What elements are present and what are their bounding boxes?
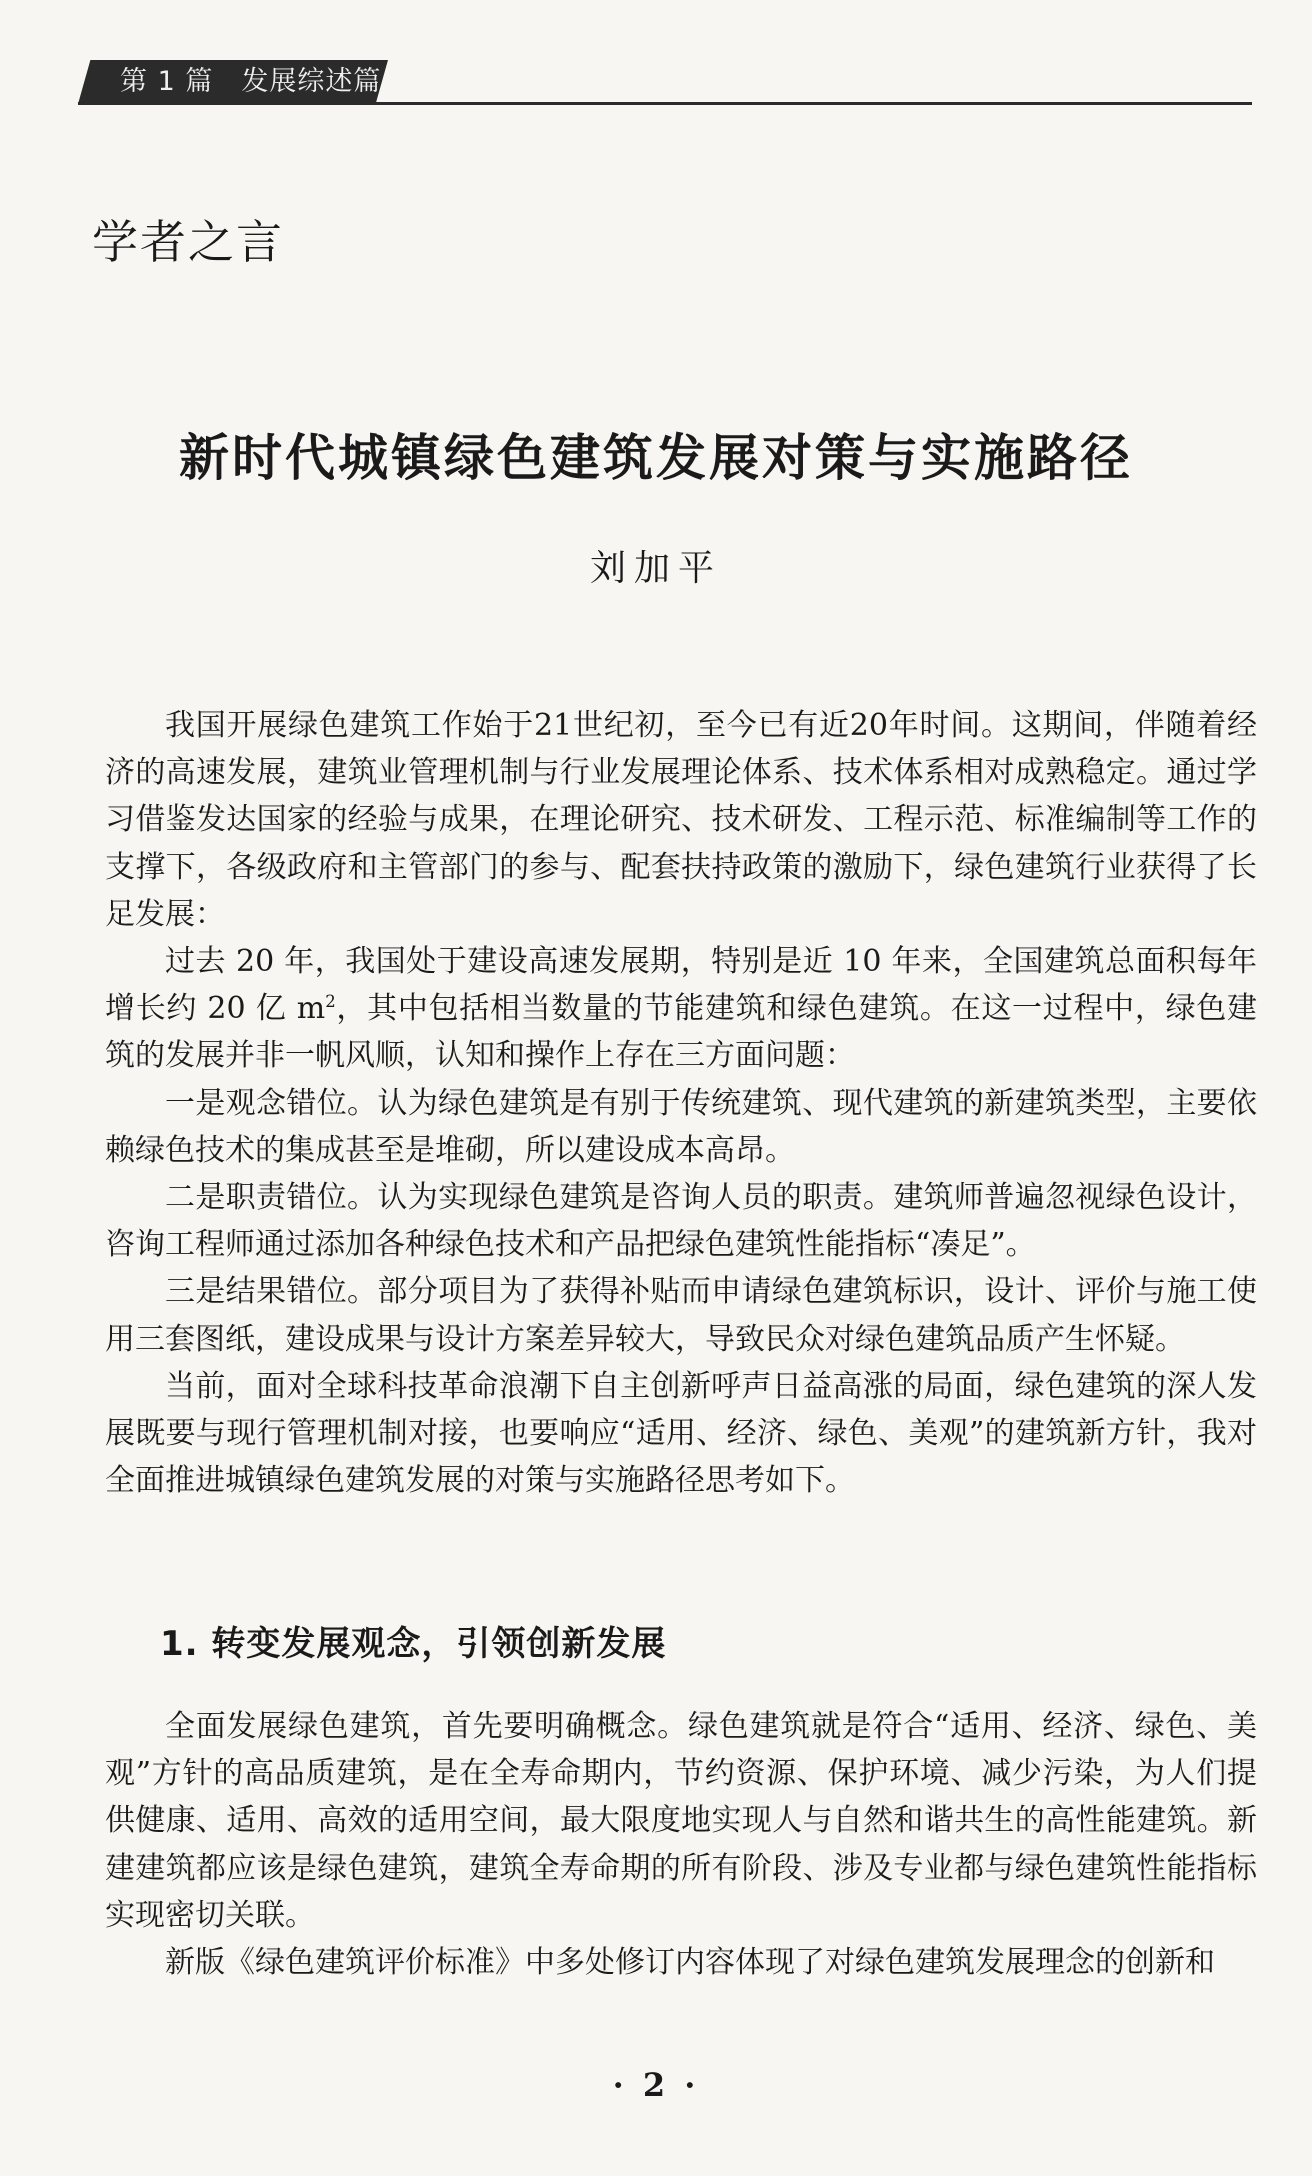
section-heading: 1. 转变发展观念，引领创新发展 — [160, 1624, 667, 1664]
intro-body — [105, 702, 1257, 1504]
paragraph: 我国开展绿色建筑工作始于21世纪初，至今已有近20年时间。这期间，伴随着经济的高速发展，建筑业管理机制与行业发展理论体系、技术体系相对成熟稳定。通过学习借鉴发达国家的经验与成果，在理论研究、技术研发、工程示范、标准编制等工作的支撑下，各级政府和主管部门的参与、配套扶持政策的激励下，绿色建筑行业获得了长足发展： — [105, 708, 1257, 932]
paragraph-text: 过去 20 年，我国处于建设高速发展期，特别是近 10 年来，全国建筑总面积每年增长约 20 亿 m — [105, 944, 1257, 1027]
part-header-label: 第 1 篇 发展综述篇 — [120, 66, 382, 97]
article-author: 刘加平 — [589, 548, 722, 589]
section-body — [105, 1703, 1257, 1986]
superscript: 2 — [325, 992, 336, 1012]
paragraph: 新版《绿色建筑评价标准》中多处修订内容体现了对绿色建筑发展理念的创新和 — [165, 1945, 1215, 1981]
section-label: 学者之言 — [92, 215, 284, 269]
paragraph: 全面发展绿色建筑，首先要明确概念。绿色建筑就是符合“适用、经济、绿色、美观”方针的高品质建筑，是在全寿命期内，节约资源、保护环境、减少污染，为人们提供健康、适用、高效的适用空间，最大限度地实现人与自然和谐共生的高性能建筑。新建建筑都应该是绿色建筑，建筑全寿命期的所有阶段、涉及专业都与绿色建筑性能指标实现密切关联。 — [105, 1709, 1257, 1933]
paragraph — [105, 938, 1257, 1080]
paragraph: 二是职责错位。认为实现绿色建筑是咨询人员的职责。建筑师普遍忽视绿色设计，咨询工程师通过添加各种绿色技术和产品把绿色建筑性能指标“凑足”。 — [105, 1180, 1257, 1263]
header-rule — [78, 102, 1252, 105]
paragraph-text: ，其中包括相当数量的节能建筑和绿色建筑。在这一过程中，绿色建筑的发展并非一帆风顺，认知和操作上存在三方面问题： — [105, 991, 1257, 1074]
article-title: 新时代城镇绿色建筑发展对策与实施路径 — [179, 429, 1133, 487]
page-number: · 2 · — [612, 2066, 700, 2104]
paragraph: 一是观念错位。认为绿色建筑是有别于传统建筑、现代建筑的新建筑类型，主要依赖绿色技术的集成甚至是堆砌，所以建设成本高昂。 — [105, 1085, 1257, 1168]
paragraph: 当前，面对全球科技革命浪潮下自主创新呼声日益高涨的局面，绿色建筑的深人发展既要与现行管理机制对接，也要响应“适用、经济、绿色、美观”的建筑新方针，我对全面推进城镇绿色建筑发展的对策与实施路径思考如下。 — [105, 1368, 1257, 1499]
paragraph: 三是结果错位。部分项目为了获得补贴而申请绿色建筑标识，设计、评价与施工使用三套图纸，建设成果与设计方案差异较大，导致民众对绿色建筑品质产生怀疑。 — [105, 1274, 1257, 1357]
